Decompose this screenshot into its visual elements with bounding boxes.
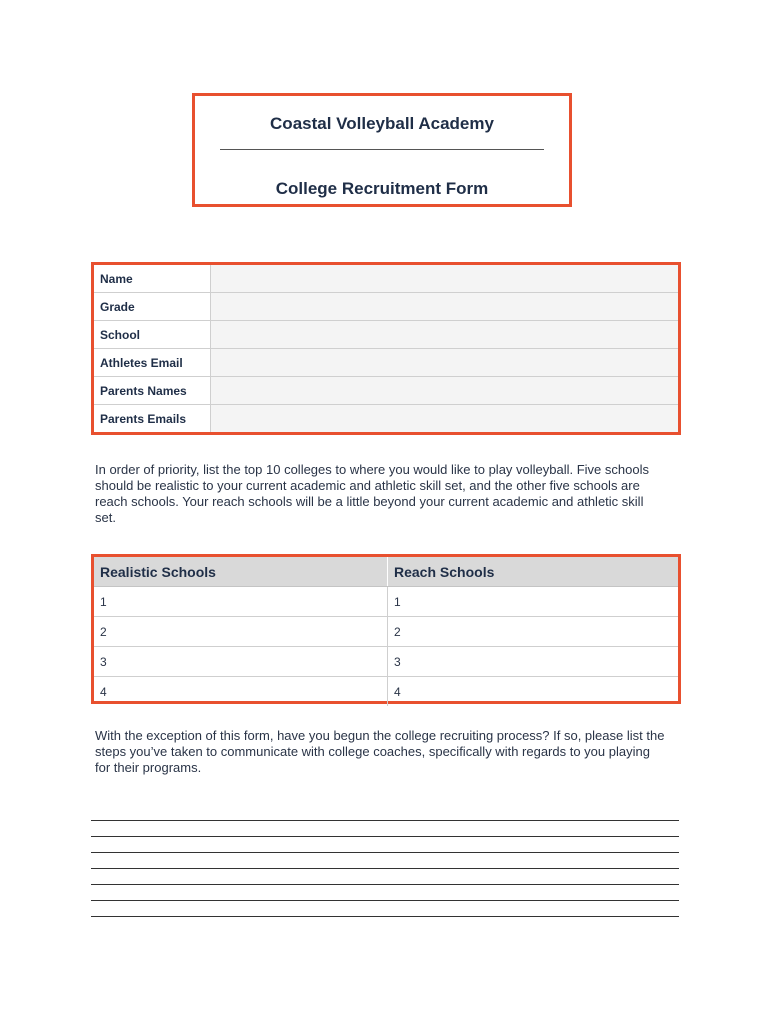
- table-row: [94, 617, 678, 647]
- field-label: Grade: [94, 293, 211, 321]
- answer-line[interactable]: [91, 868, 679, 884]
- athlete-email-field[interactable]: [211, 349, 679, 377]
- reach-school-cell[interactable]: 2: [388, 617, 679, 647]
- table-row: [94, 265, 678, 293]
- realistic-school-cell[interactable]: 2: [94, 617, 388, 647]
- reach-school-cell[interactable]: 3: [388, 647, 679, 677]
- instructions-text: In order of priority, list the top 10 colleges to where you would like to play volleyball. Five schools should be realistic to your current academic and athletic skill set, and the other five schools are reach schools. Your reach schools will be a little beyond your current academic and athletic skill set.: [95, 462, 649, 525]
- academy-title: Coastal Volleyball Academy: [270, 114, 494, 133]
- table-row: [94, 349, 678, 377]
- answer-line[interactable]: [91, 916, 679, 932]
- answer-line[interactable]: [91, 820, 679, 836]
- school-field[interactable]: [211, 321, 679, 349]
- field-label: Athletes Email: [94, 349, 211, 377]
- field-label: Parents Emails: [94, 405, 211, 433]
- field-label: School: [94, 321, 211, 349]
- field-label: Parents Names: [94, 377, 211, 405]
- answer-line[interactable]: [91, 852, 679, 868]
- realistic-school-cell[interactable]: 3: [94, 647, 388, 677]
- realistic-schools-header: Realistic Schools: [94, 557, 388, 587]
- form-header: [192, 93, 572, 207]
- question-text: With the exception of this form, have you begun the college recruiting process? If so, please list the steps you’ve taken to communicate with college coaches, specifically with regards to you playing for their programs.: [95, 728, 665, 775]
- table-row: [94, 587, 678, 617]
- grade-field[interactable]: [211, 293, 679, 321]
- table-row: [94, 293, 678, 321]
- schools-table: [91, 554, 681, 704]
- form-title: College Recruitment Form: [275, 179, 489, 198]
- reach-schools-header: Reach Schools: [388, 557, 679, 587]
- reach-school-cell[interactable]: 1: [388, 587, 679, 617]
- answer-line[interactable]: [91, 836, 679, 852]
- answer-line[interactable]: [91, 900, 679, 916]
- table-row: [94, 405, 678, 433]
- table-header-row: [94, 557, 678, 587]
- parent-names-field[interactable]: [211, 377, 679, 405]
- table-row: [94, 377, 678, 405]
- realistic-school-cell[interactable]: 1: [94, 587, 388, 617]
- answer-lines: [91, 820, 679, 932]
- student-info-table: [91, 262, 681, 435]
- table-row: [94, 647, 678, 677]
- parent-emails-field[interactable]: [211, 405, 679, 433]
- table-row: [94, 677, 678, 707]
- reach-school-cell[interactable]: 4: [394, 684, 401, 699]
- header-divider: [220, 149, 544, 150]
- table-row: [94, 321, 678, 349]
- field-label: Name: [94, 265, 211, 293]
- answer-line[interactable]: [91, 884, 679, 900]
- realistic-school-cell[interactable]: 4: [94, 677, 388, 707]
- name-field[interactable]: [211, 265, 679, 293]
